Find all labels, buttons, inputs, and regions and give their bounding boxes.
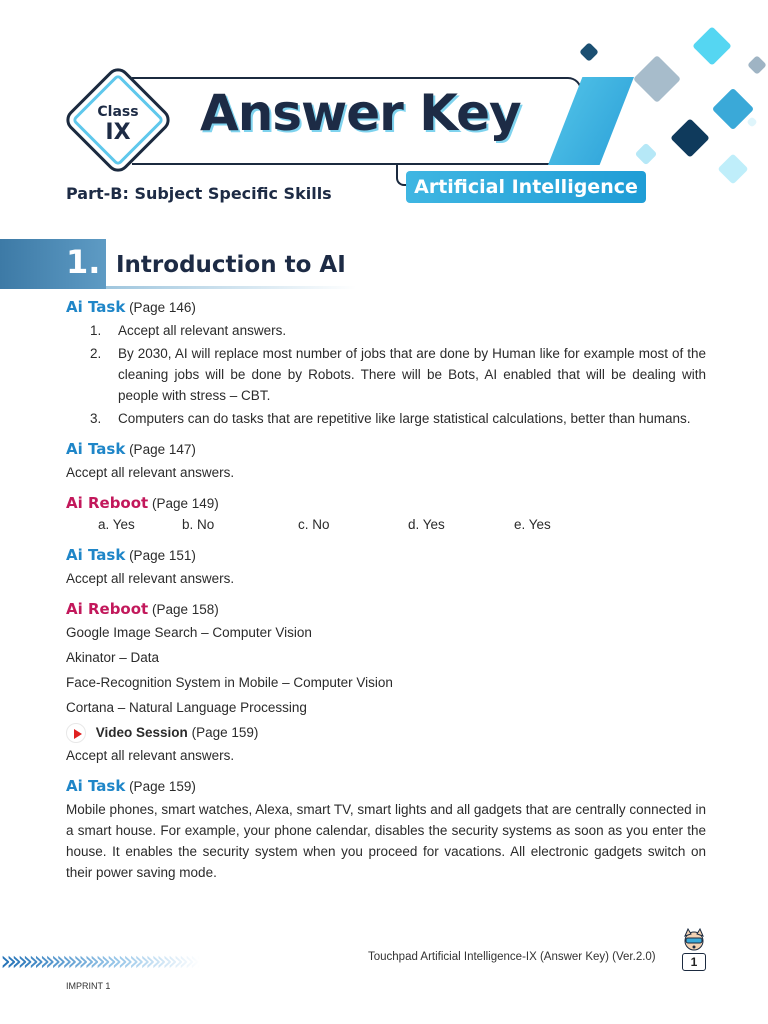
answer-choices <box>98 514 706 535</box>
list-item <box>90 320 706 341</box>
decor-diamond <box>579 42 599 62</box>
answer-list <box>90 320 706 429</box>
list-item <box>90 343 706 406</box>
ai-task-label: Ai Task <box>66 777 126 796</box>
page-ref: (Page 146) <box>129 300 196 315</box>
answer-line: Akinator – Data <box>66 650 160 665</box>
section-heading <box>66 599 706 620</box>
subject-tag: Artificial Intelligence <box>406 171 646 203</box>
class-number: IX <box>105 120 131 145</box>
choice-item: c. No <box>298 517 330 532</box>
class-label: Class <box>97 104 139 120</box>
item-number: 2. <box>90 346 102 361</box>
decor-diamond <box>746 116 757 127</box>
ai-task-label: Ai Task <box>66 440 126 458</box>
answer-text: Mobile phones, smart watches, Alexa, smart TV, smart lights and all gadgets that are centrally connected in a smart house. For example, your phone calendar, disables the security systems as soon as you enter the house. It enables the security system when you proceed for vacations. All electronic gadgets switch on their power saving mode. <box>66 802 706 881</box>
footer-book-title: Touchpad Artificial Intelligence-IX (Answer Key) (Ver.2.0) <box>368 951 656 963</box>
item-number: 3. <box>90 411 102 426</box>
answer-text: Accept all relevant answers. <box>66 465 235 480</box>
page-ref: (Page 158) <box>151 602 219 617</box>
decor-diamond <box>633 55 681 103</box>
page-ref: (Page 159) <box>191 725 259 740</box>
chapter-number: 1. <box>66 243 101 281</box>
chapter-underline <box>106 286 356 289</box>
answer-line: Face-Recognition System in Mobile – Computer Vision <box>66 675 393 690</box>
video-session-label: Video Session <box>95 725 188 740</box>
section-heading <box>66 722 706 743</box>
choice-item: e. Yes <box>514 517 551 532</box>
decor-diamond <box>670 118 710 158</box>
list-item <box>90 408 706 429</box>
section-heading <box>66 297 706 318</box>
page-title: Answer Key <box>200 84 521 142</box>
page-ref: (Page 149) <box>151 496 219 511</box>
ai-task-label: Ai Task <box>66 298 126 316</box>
answer-text: Accept all relevant answers. <box>66 571 235 586</box>
page-ref: (Page 147) <box>129 442 196 457</box>
ai-reboot-label: Ai Reboot <box>66 494 149 512</box>
imprint-label: IMPRINT 1 <box>66 981 111 991</box>
footer-chevrons: »»»»»»»»»»»»»»»»»» <box>0 944 201 977</box>
answer-line: Google Image Search – Computer Vision <box>66 625 312 640</box>
page-ref: (Page 151) <box>129 548 196 563</box>
mascot-icon <box>680 928 708 954</box>
play-icon <box>66 723 86 743</box>
chapter-title: Introduction to AI <box>116 252 346 278</box>
section-heading <box>66 493 706 514</box>
item-text: By 2030, AI will replace most number of jobs that are done by Human like for example most of the cleaning jobs will be done by Robots. There will be Bots, AI enabled that will be dealing with people with stress – CBT. <box>118 346 706 403</box>
item-text: Computers can do tasks that are repetitive like large statistical calculations, better than humans. <box>118 411 691 426</box>
decor-diamond <box>717 153 748 184</box>
section-heading <box>66 776 706 797</box>
decor-diamond <box>635 143 658 166</box>
decor-diamond <box>747 55 767 75</box>
choice-item: a. Yes <box>98 517 135 532</box>
ai-reboot-label: Ai Reboot <box>66 600 149 618</box>
answer-text: Accept all relevant answers. <box>66 748 235 764</box>
decor-diamond <box>692 26 732 66</box>
part-heading: Part-B: Subject Specific Skills <box>66 184 332 203</box>
page-ref: (Page 159) <box>129 779 196 795</box>
section-heading <box>66 439 706 460</box>
choice-item: d. Yes <box>408 517 445 532</box>
answer-line: Cortana – Natural Language Processing <box>66 700 307 715</box>
item-number: 1. <box>90 323 102 338</box>
page-number: 1 <box>682 953 706 971</box>
answer-content <box>66 297 706 883</box>
ai-task-label: Ai Task <box>66 546 126 564</box>
page-header <box>0 0 768 215</box>
choice-item: b. No <box>182 517 215 532</box>
item-text: Accept all relevant answers. <box>118 323 287 338</box>
section-heading <box>66 545 706 566</box>
